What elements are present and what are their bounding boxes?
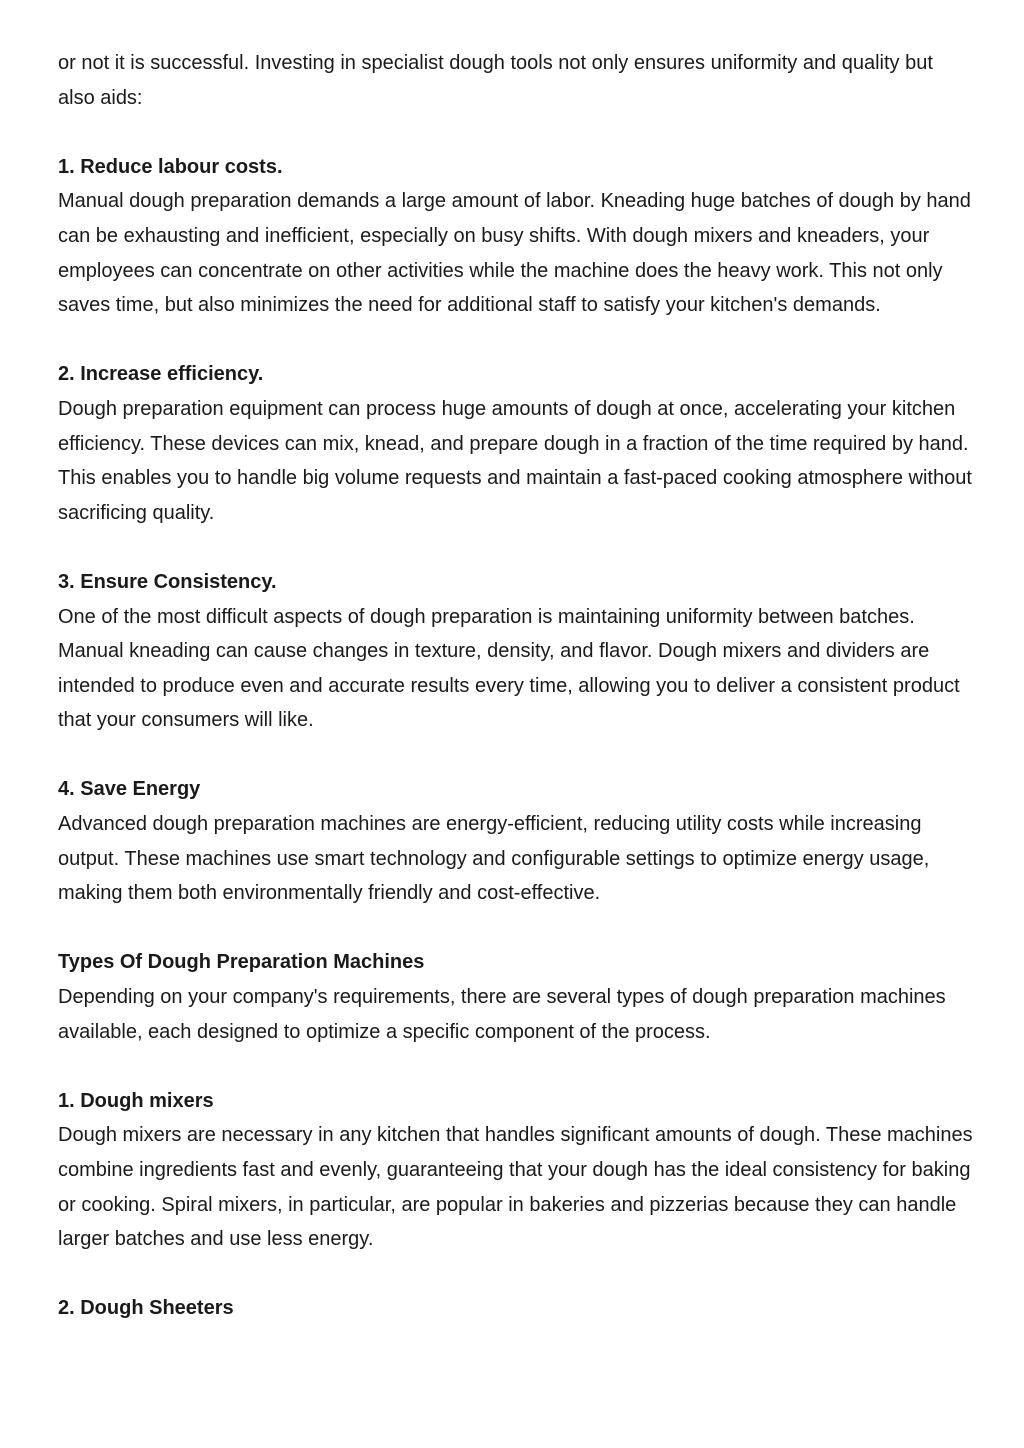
- section-body: Dough preparation equipment can process huge amounts of dough at once, accelerating your kitchen efficiency. These devices can mix, knead, and prepare dough in a fraction of the time required by hand. This enables you to handle big volume requests and maintain a fast-paced cooking atmosphere without sacrificing quality.: [58, 397, 972, 524]
- section-body: One of the most difficult aspects of dough preparation is maintaining uniformity between batches. Manual kneading can cause changes in texture, density, and flavor. Dough mixers and dividers are intended to produce even and accurate results every time, allowing you to deliver a consistent product that your consumers will like.: [58, 605, 960, 732]
- section-body: Advanced dough preparation machines are energy-efficient, reducing utility costs while increasing output. These machines use smart technology and configurable settings to optimize energy usage, making them both environmentally friendly and cost-effective.: [58, 813, 930, 905]
- section-save-energy: [58, 772, 973, 910]
- spacer: [58, 1049, 973, 1084]
- section-heading: Types Of Dough Preparation Machines: [58, 951, 425, 974]
- section-reduce-labour-costs: [58, 150, 973, 323]
- section-body: Dough mixers are necessary in any kitchen that handles significant amounts of dough. These machines combine ingredients fast and evenly, guaranteeing that your dough has the ideal consistency for baking or cooking. Spiral mixers, in particular, are popular in bakeries and pizzerias because they can handle larger batches and use less energy.: [58, 1124, 973, 1251]
- section-dough-sheeters: [58, 1291, 973, 1326]
- intro-paragraph: or not it is successful. Investing in specialist dough tools not only ensures uniformity and quality but also aids:: [58, 52, 933, 109]
- section-heading: 3. Ensure Consistency.: [58, 570, 277, 593]
- section-increase-efficiency: [58, 357, 973, 530]
- section-dough-mixers: [58, 1084, 973, 1257]
- section-body: Manual dough preparation demands a large amount of labor. Kneading huge batches of dough by hand can be exhausting and inefficient, especially on busy shifts. With dough mixers and kneaders, your employees can concentrate on other activities while the machine does the heavy work. This not only saves time, but also minimizes the need for additional staff to satisfy your kitchen's demands.: [58, 190, 971, 317]
- spacer: [58, 323, 973, 358]
- section-heading: 2. Increase efficiency.: [58, 363, 264, 386]
- spacer: [58, 738, 973, 773]
- section-heading: 1. Dough mixers: [58, 1089, 214, 1112]
- spacer: [58, 115, 973, 150]
- section-heading: 2. Dough Sheeters: [58, 1297, 234, 1320]
- spacer: [58, 530, 973, 565]
- spacer: [58, 911, 973, 946]
- document-content: [58, 46, 973, 1326]
- section-ensure-consistency: [58, 565, 973, 738]
- section-types-of-machines: [58, 945, 973, 1049]
- section-heading: 4. Save Energy: [58, 778, 201, 801]
- section-body: Depending on your company's requirements, there are several types of dough preparation machines available, each designed to optimize a specific component of the process.: [58, 986, 946, 1043]
- spacer: [58, 1257, 973, 1292]
- section-heading: 1. Reduce labour costs.: [58, 155, 283, 178]
